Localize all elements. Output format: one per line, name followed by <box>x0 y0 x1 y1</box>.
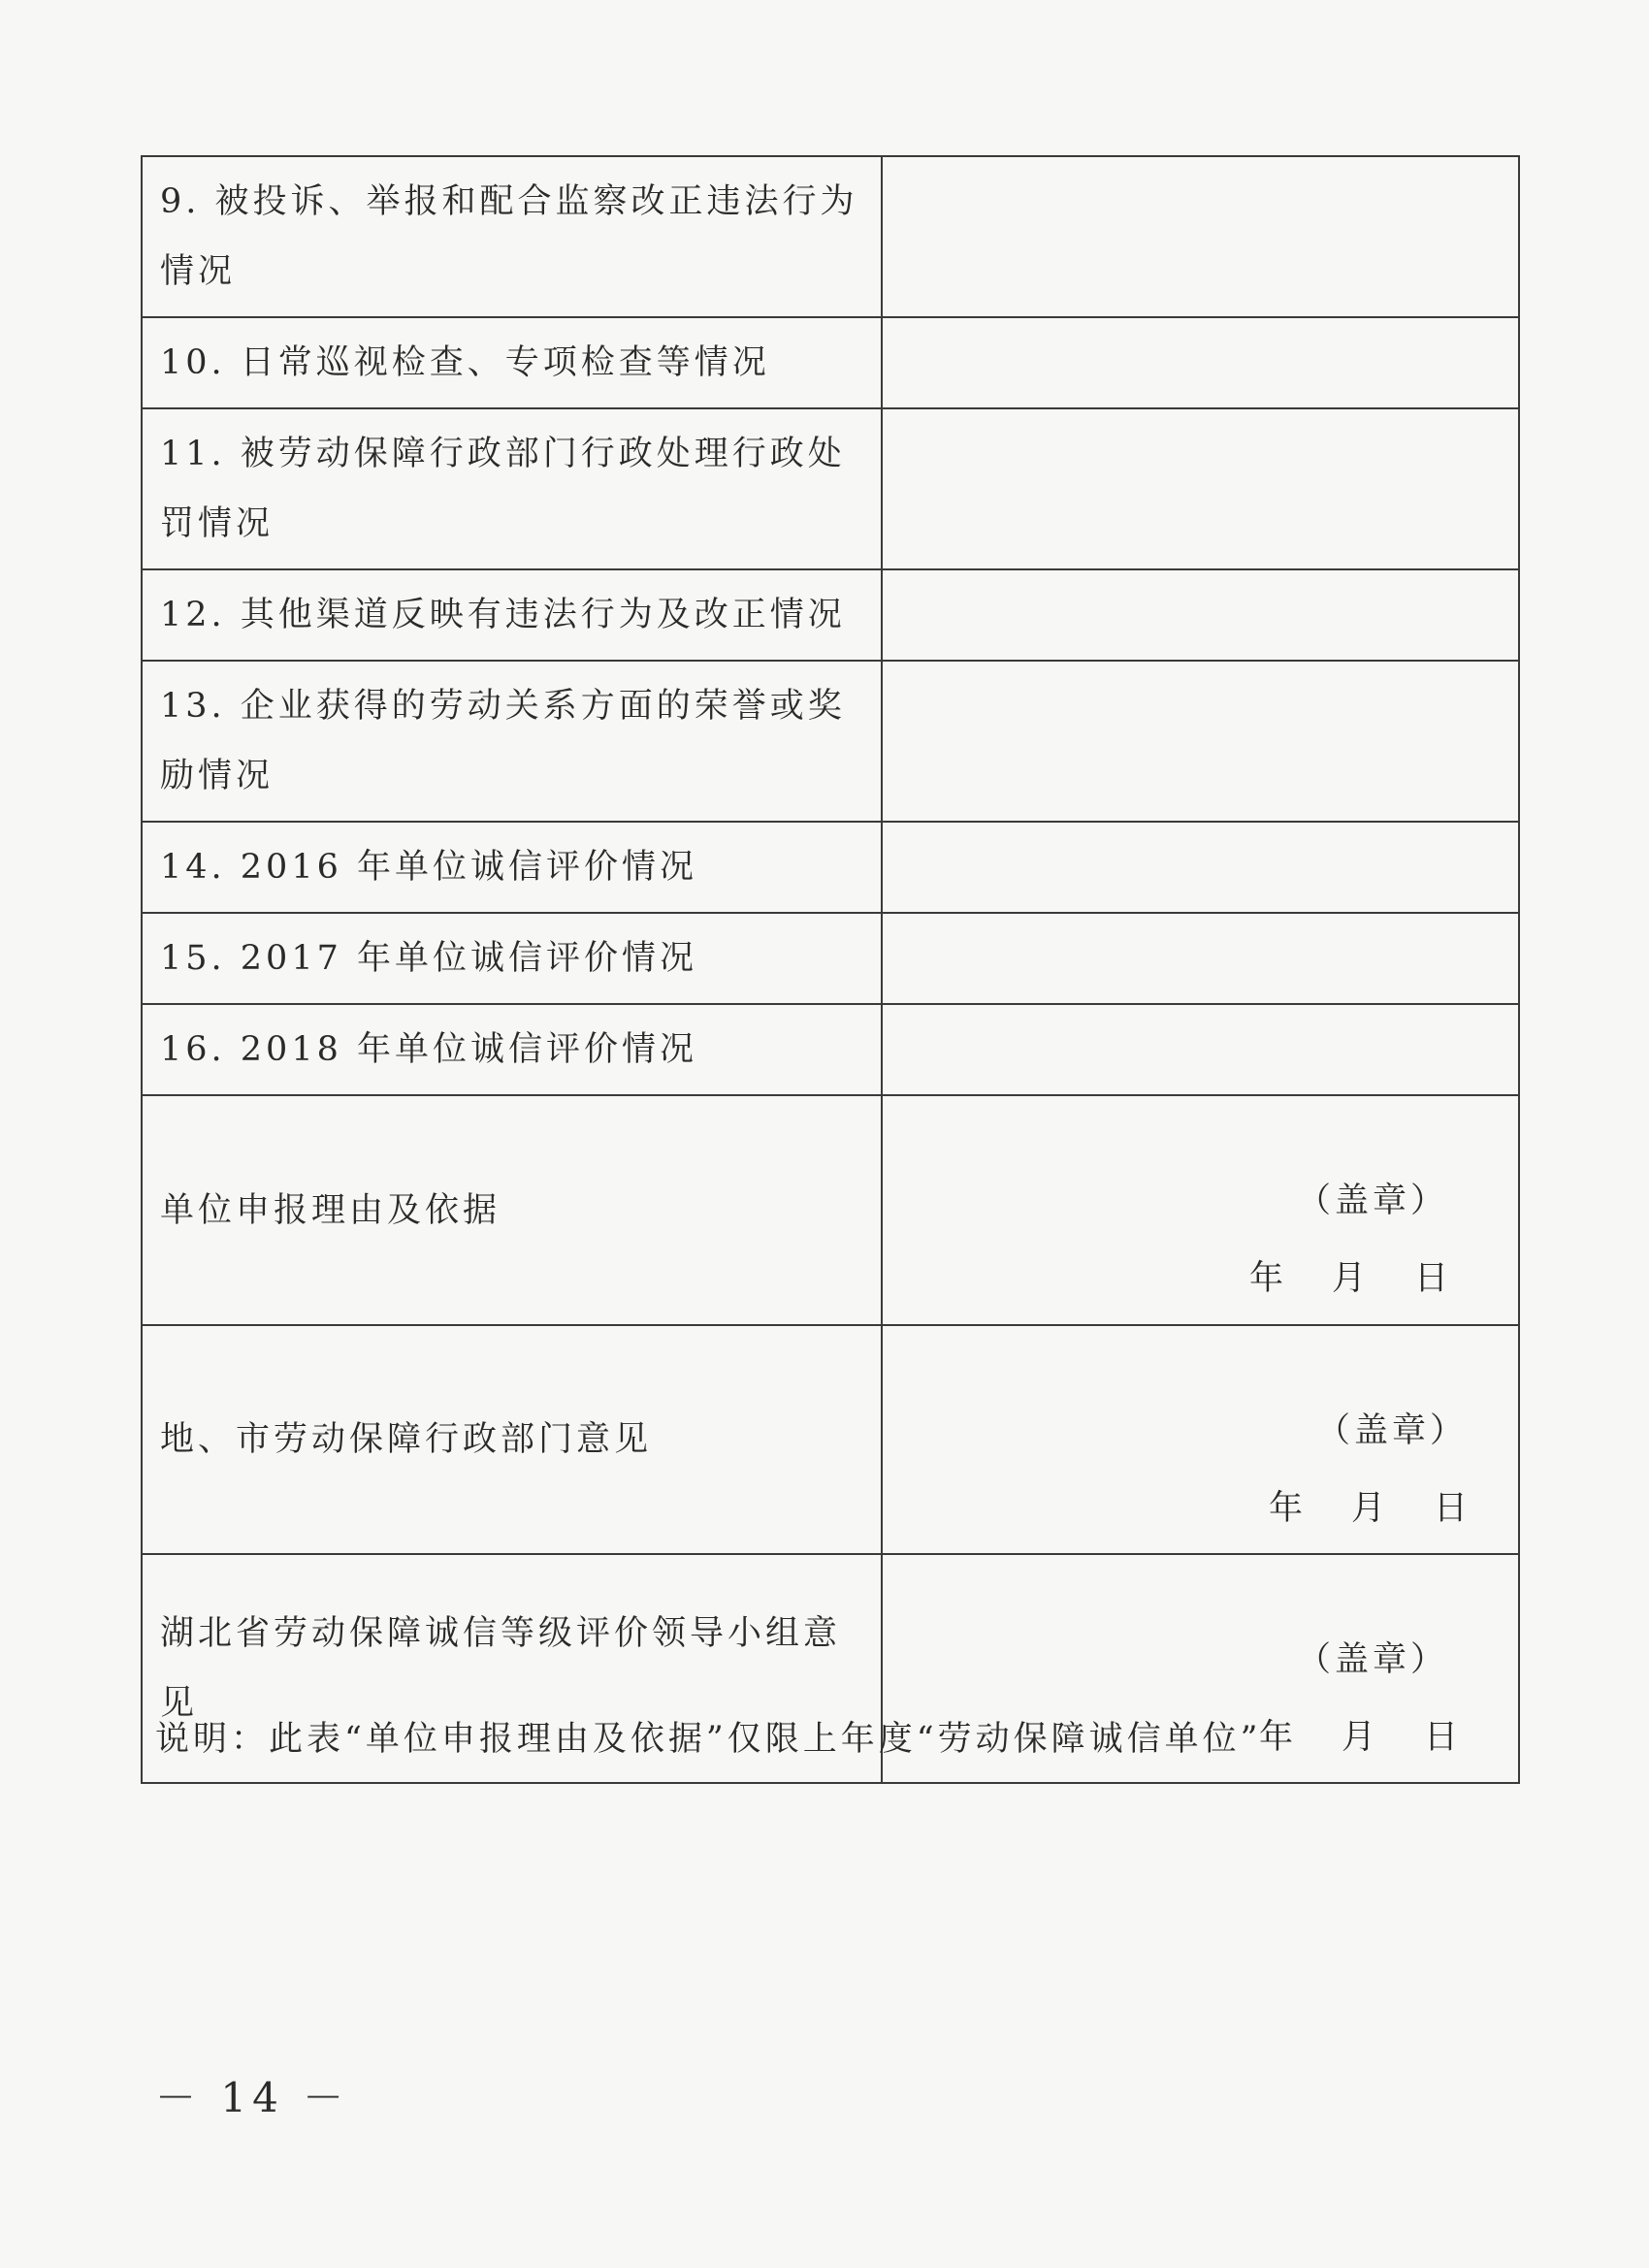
page-number: － 14 － <box>155 2074 350 2122</box>
stamp-label: （盖章） <box>1315 1411 1468 1450</box>
date-year: 年 <box>1248 1259 1283 1298</box>
row-label: 16. 2018 年单位诚信评价情况 <box>142 1004 882 1095</box>
approval-signature-cell <box>882 1325 1519 1554</box>
row-label: 14. 2016 年单位诚信评价情况 <box>142 822 882 913</box>
row-value-cell <box>882 913 1519 1004</box>
row-label: 15. 2017 年单位诚信评价情况 <box>142 913 882 1004</box>
date-month: 月 <box>1331 1259 1366 1298</box>
table-row <box>142 408 1519 569</box>
row-value-cell <box>882 822 1519 913</box>
row-label: 10. 日常巡视检查、专项检查等情况 <box>142 317 882 408</box>
row-value-cell <box>882 569 1519 661</box>
row-label: 12. 其他渠道反映有违法行为及改正情况 <box>142 569 882 661</box>
form-note: 说明：此表“单位申报理由及依据”仅限上年度“劳动保障诚信单位” <box>155 1720 1262 1759</box>
date-line <box>1249 1251 1448 1300</box>
date-day: 日 <box>1423 1718 1458 1757</box>
row-value-cell <box>882 408 1519 569</box>
row-value-cell <box>882 661 1519 822</box>
row-label: 9. 被投诉、举报和配合监察改正违法行为情况 <box>142 156 882 317</box>
credit-evaluation-form-table <box>141 155 1520 1784</box>
table-row <box>142 156 1519 317</box>
date-month: 月 <box>1341 1718 1375 1757</box>
table-row <box>142 317 1519 408</box>
table-row <box>142 822 1519 913</box>
row-label: 11. 被劳动保障行政部门行政处理行政处罚情况 <box>142 408 882 569</box>
row-value-cell <box>882 317 1519 408</box>
stamp-label: （盖章） <box>1296 1640 1448 1679</box>
date-day: 日 <box>1413 1259 1448 1298</box>
approval-signature-cell <box>882 1095 1519 1325</box>
table-row <box>142 913 1519 1004</box>
row-value-cell <box>882 156 1519 317</box>
approval-label: 湖北省劳动保障诚信等级评价领导小组意见 <box>142 1554 882 1783</box>
approval-row <box>142 1325 1519 1554</box>
row-value-cell <box>882 1004 1519 1095</box>
date-line <box>1269 1481 1468 1530</box>
date-line <box>1259 1710 1458 1759</box>
row-label: 13. 企业获得的劳动关系方面的荣誉或奖励情况 <box>142 661 882 822</box>
approval-label: 单位申报理由及依据 <box>142 1095 882 1325</box>
table-row <box>142 569 1519 661</box>
table-row <box>142 661 1519 822</box>
approval-row <box>142 1095 1519 1325</box>
date-year: 年 <box>1268 1489 1303 1528</box>
approval-label: 地、市劳动保障行政部门意见 <box>142 1325 882 1554</box>
stamp-label: （盖章） <box>1296 1182 1448 1220</box>
date-year: 年 <box>1258 1718 1293 1757</box>
date-month: 月 <box>1350 1489 1385 1528</box>
table-row <box>142 1004 1519 1095</box>
date-day: 日 <box>1433 1489 1468 1528</box>
